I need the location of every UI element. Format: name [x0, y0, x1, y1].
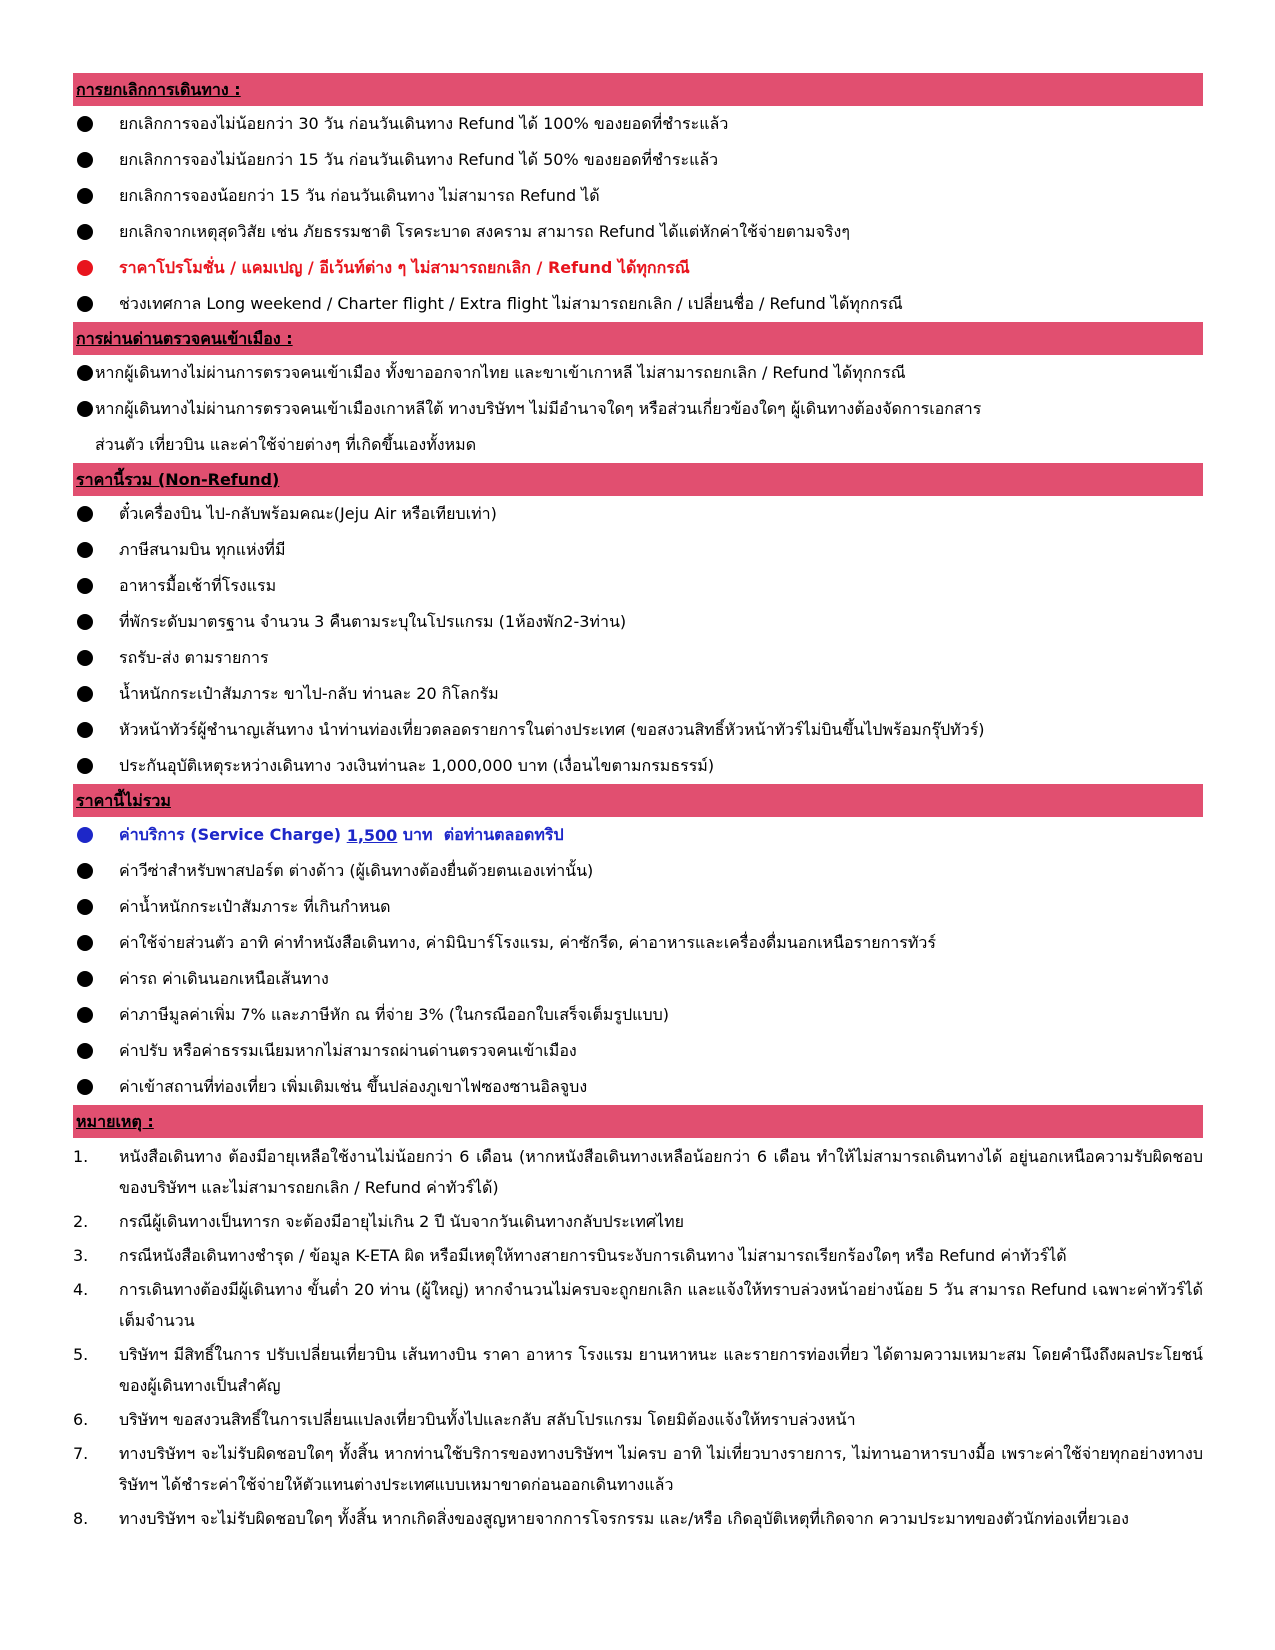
service-charge-suffix: บาท ต่อท่านตลอดทริป [397, 824, 564, 844]
section-header-cancel [73, 73, 1203, 106]
bullet-icon [77, 1079, 93, 1095]
bullet-icon [77, 296, 93, 312]
note-number: 6. [73, 1410, 89, 1429]
item-text: ประกันอุบัติเหตุระหว่างเดินทาง วงเงินท่านละ 1,000,000 บาท (เงื่อนไขตามกรมธรรม์) [119, 755, 715, 775]
item-text: ยกเลิกการจองน้อยกว่า 15 วัน ก่อนวันเดินทาง ไม่สามารถ Refund ได้ [119, 185, 600, 205]
list-item [73, 997, 1203, 1033]
item-text: หัวหน้าทัวร์ผู้ชำนาญเส้นทาง นำท่านท่องเที่ยวตลอดรายการในต่างประเทศ (ขอสงวนสิทธิ์หัวหน้าทัวร์ไม่บินขึ้นไปพร้อมกรุ๊ปทัวร์) [119, 719, 985, 739]
terms-document [73, 73, 1203, 1534]
note-number: 2. [73, 1212, 89, 1231]
bullet-icon [77, 1007, 93, 1023]
item-text: ราคาโปรโมชั่น / แคมเปญ / อีเว้นท์ต่าง ๆ ไม่สามารถยกเลิก / Refund ได้ทุกกรณี [119, 257, 690, 277]
note-number: 7. [73, 1444, 89, 1463]
item-text: รถรับ-ส่ง ตามรายการ [119, 647, 269, 667]
bullet-icon [77, 401, 93, 417]
note-item [73, 1339, 1203, 1401]
section-header-excluded [73, 784, 1203, 817]
item-text: อาหารมื้อเช้าที่โรงแรม [119, 575, 277, 595]
item-text: ค่าปรับ หรือค่าธรรมเนียมหากไม่สามารถผ่านด่านตรวจคนเข้าเมือง [119, 1040, 577, 1060]
notes-list [73, 1141, 1203, 1534]
item-text: ค่ารถ ค่าเดินนอกเหนือเส้นทาง [119, 968, 329, 988]
bullet-icon [77, 758, 93, 774]
note-number: 5. [73, 1345, 89, 1364]
bullet-icon [77, 863, 93, 879]
list-item [73, 214, 1203, 250]
list-item [73, 142, 1203, 178]
blue-bullet-icon [77, 827, 93, 843]
list-item [73, 604, 1203, 640]
list-item [73, 748, 1203, 784]
bullet-icon [77, 224, 93, 240]
bullet-icon [77, 935, 93, 951]
bullet-icon [77, 188, 93, 204]
list-item [73, 853, 1203, 889]
note-item [73, 1438, 1203, 1500]
included-list [73, 496, 1203, 784]
promo-warning-item [73, 250, 1203, 286]
bullet-icon [77, 152, 93, 168]
service-charge-item [73, 817, 1203, 853]
item-text: ช่วงเทศกาล Long weekend / Charter flight / Extra flight ไม่สามารถยกเลิก / เปลี่ยนชื่อ / Refund ได้ทุกกรณี [119, 293, 903, 313]
note-text: กรณีหนังสือเดินทางชำรุด / ข้อมูล K-ETA ผิด หรือมีเหตุให้ทางสายการบินระงับการเดินทาง ไม่สามารถเรียกร้องใดๆ หรือ Refund ค่าทัวร์ได้ [119, 1246, 1067, 1265]
bullet-icon [77, 650, 93, 666]
note-item [73, 1240, 1203, 1271]
list-item [73, 1069, 1203, 1105]
list-item [73, 676, 1203, 712]
list-item [73, 925, 1203, 961]
section-header-notes [73, 1105, 1203, 1138]
note-number: 8. [73, 1509, 89, 1528]
note-text: บริษัทฯ ขอสงวนสิทธิ์ในการเปลี่ยนแปลงเที่ยวบินทั้งไปและกลับ สลับโปรแกรม โดยมิต้องแจ้งให้ทราบล่วงหน้า [119, 1410, 856, 1429]
list-item [73, 106, 1203, 142]
excluded-list [73, 817, 1203, 1105]
bullet-icon [77, 116, 93, 132]
immigration-continuation: ส่วนตัว เที่ยวบิน และค่าใช้จ่ายต่างๆ ที่เกิดขึ้นเองทั้งหมด [95, 434, 477, 454]
note-item [73, 1404, 1203, 1435]
bullet-icon [77, 614, 93, 630]
bullet-icon [77, 722, 93, 738]
bullet-icon [77, 578, 93, 594]
section-title-included: ราคานี้รวม (Non-Refund) [76, 469, 280, 489]
section-header-included [73, 463, 1203, 496]
note-number: 3. [73, 1246, 89, 1265]
note-item [73, 1274, 1203, 1336]
item-text: ค่าวีซ่าสำหรับพาสปอร์ต ต่างด้าว (ผู้เดินทางต้องยื่นด้วยตนเองเท่านั้น) [119, 860, 594, 880]
bullet-icon [77, 899, 93, 915]
list-item [73, 532, 1203, 568]
bullet-icon [77, 365, 93, 381]
list-item [73, 1033, 1203, 1069]
item-text: ค่าภาษีมูลค่าเพิ่ม 7% และภาษีหัก ณ ที่จ่าย 3% (ในกรณีออกใบเสร็จเต็มรูปแบบ) [119, 1004, 670, 1024]
item-text: ที่พักระดับมาตรฐาน จำนวน 3 คืนตามระบุในโปรแกรม (1ห้องพัก2-3ท่าน) [119, 611, 627, 631]
note-number: 4. [73, 1280, 89, 1299]
service-charge-amount: 1,500 [346, 825, 398, 845]
list-item [73, 568, 1203, 604]
section-title-excluded: ราคานี้ไม่รวม [76, 790, 171, 810]
item-text: ยกเลิกการจองไม่น้อยกว่า 30 วัน ก่อนวันเดินทาง Refund ได้ 100% ของยอดที่ชำระแล้ว [119, 113, 729, 133]
service-charge-label: ค่าบริการ (Service Charge) [119, 824, 347, 844]
red-bullet-icon [77, 260, 93, 276]
item-text: น้ำหนักกระเป๋าสัมภาระ ขาไป-กลับ ท่านละ 20 กิโลกรัม [119, 683, 499, 703]
section-title-cancel: การยกเลิกการเดินทาง : [76, 79, 241, 99]
item-text: ค่าน้ำหนักกระเป๋าสัมภาระ ที่เกินกำหนด [119, 896, 391, 916]
note-item [73, 1503, 1203, 1534]
item-text: ยกเลิกการจองไม่น้อยกว่า 15 วัน ก่อนวันเดินทาง Refund ได้ 50% ของยอดที่ชำระแล้ว [119, 149, 719, 169]
list-item [73, 355, 1203, 391]
item-text: ยกเลิกจากเหตุสุดวิสัย เช่น ภัยธรรมชาติ โรคระบาด สงคราม สามารถ Refund ได้แต่หักค่าใช้จ่ายตามจริงๆ [119, 221, 850, 241]
bullet-icon [77, 686, 93, 702]
note-text: ทางบริษัทฯ จะไม่รับผิดชอบใดๆ ทั้งสิ้น หากท่านใช้บริการของทางบริษัทฯ ไม่ครบ อาทิ ไม่เที่ยวบางรายการ, ไม่ทานอาหารบางมื้อ เพราะค่าใช้จ่ายทุกอย่างทางบริษัทฯ ได้ชำระค่าใช้จ่ายให้ตัวแทนต่างประเทศแบบเหมาขาดก่อนออกเดินทางแล้ว [119, 1444, 1203, 1494]
immigration-list [73, 355, 1203, 427]
bullet-icon [77, 506, 93, 522]
note-item [73, 1141, 1203, 1203]
bullet-icon [77, 542, 93, 558]
section-title-notes: หมายเหตุ : [76, 1111, 154, 1131]
list-item [73, 391, 1203, 427]
bullet-icon [77, 971, 93, 987]
note-text: การเดินทางต้องมีผู้เดินทาง ขั้นต่ำ 20 ท่าน (ผู้ใหญ่) หากจำนวนไม่ครบจะถูกยกเลิก และแจ้งให้ทราบล่วงหน้าอย่างน้อย 5 วัน สามารถ Refund เฉพาะค่าทัวร์ได้เต็มจำนวน [119, 1280, 1203, 1330]
list-item [73, 286, 1203, 322]
list-item [73, 712, 1203, 748]
note-number: 1. [73, 1147, 89, 1166]
item-text: ตั๋วเครื่องบิน ไป-กลับพร้อมคณะ(Jeju Air หรือเทียบเท่า) [119, 503, 497, 523]
section-header-immigration [73, 322, 1203, 355]
note-text: กรณีผู้เดินทางเป็นทารก จะต้องมีอายุไม่เกิน 2 ปี นับจากวันเดินทางกลับประเทศไทย [119, 1212, 685, 1231]
list-item [73, 640, 1203, 676]
section-title-immigration: การผ่านด่านตรวจคนเข้าเมือง : [76, 328, 293, 348]
cancel-list [73, 106, 1203, 322]
item-text: หากผู้เดินทางไม่ผ่านการตรวจคนเข้าเมือง ทั้งขาออกจากไทย และขาเข้าเกาหลี ไม่สามารถยกเลิก / Refund ได้ทุกกรณี [95, 362, 906, 382]
list-item [73, 889, 1203, 925]
note-text: บริษัทฯ มีสิทธิ์ในการ ปรับเปลี่ยนเที่ยวบิน เส้นทางบิน ราคา อาหาร โรงแรม ยานหาหนะ และรายการท่องเที่ยว ได้ตามความเหมาะสม โดยคำนึงถึงผลประโยชน์ของผู้เดินทางเป็นสำคัญ [119, 1345, 1203, 1395]
note-item [73, 1206, 1203, 1237]
list-item [73, 178, 1203, 214]
item-text: ค่าใช้จ่ายส่วนตัว อาทิ ค่าทำหนังสือเดินทาง, ค่ามินิบาร์โรงแรม, ค่าซักรีด, ค่าอาหารและเครื่องดื่มนอกเหนือรายการทัวร์ [119, 932, 936, 952]
item-text: ค่าเข้าสถานที่ท่องเที่ยว เพิ่มเติมเช่น ขึ้นปล่องภูเขาไฟซองซานอิลจูบง [119, 1076, 588, 1096]
list-item [73, 496, 1203, 532]
item-text: ภาษีสนามบิน ทุกแห่งที่มี [119, 539, 286, 559]
list-item [73, 961, 1203, 997]
item-text: หากผู้เดินทางไม่ผ่านการตรวจคนเข้าเมืองเกาหลีใต้ ทางบริษัทฯ ไม่มีอำนาจใดๆ หรือส่วนเกี่ยวข้องใดๆ ผู้เดินทางต้องจัดการเอกสาร [95, 398, 982, 418]
note-text: ทางบริษัทฯ จะไม่รับผิดชอบใดๆ ทั้งสิ้น หากเกิดสิ่งของสูญหายจากการโจรกรรม และ/หรือ เกิดอุบัติเหตุที่เกิดจาก ความประมาทของตัวนักท่องเที่ยวเอง [119, 1509, 1129, 1528]
bullet-icon [77, 1043, 93, 1059]
note-text: หนังสือเดินทาง ต้องมีอายุเหลือใช้งานไม่น้อยกว่า 6 เดือน (หากหนังสือเดินทางเหลือน้อยกว่า 6 เดือน ทำให้ไม่สามารถเดินทางได้ อยู่นอกเหนือความรับผิดชอบของบริษัทฯ และไม่สามารถยกเลิก / Refund ค่าทัวร์ได้) [119, 1147, 1203, 1197]
